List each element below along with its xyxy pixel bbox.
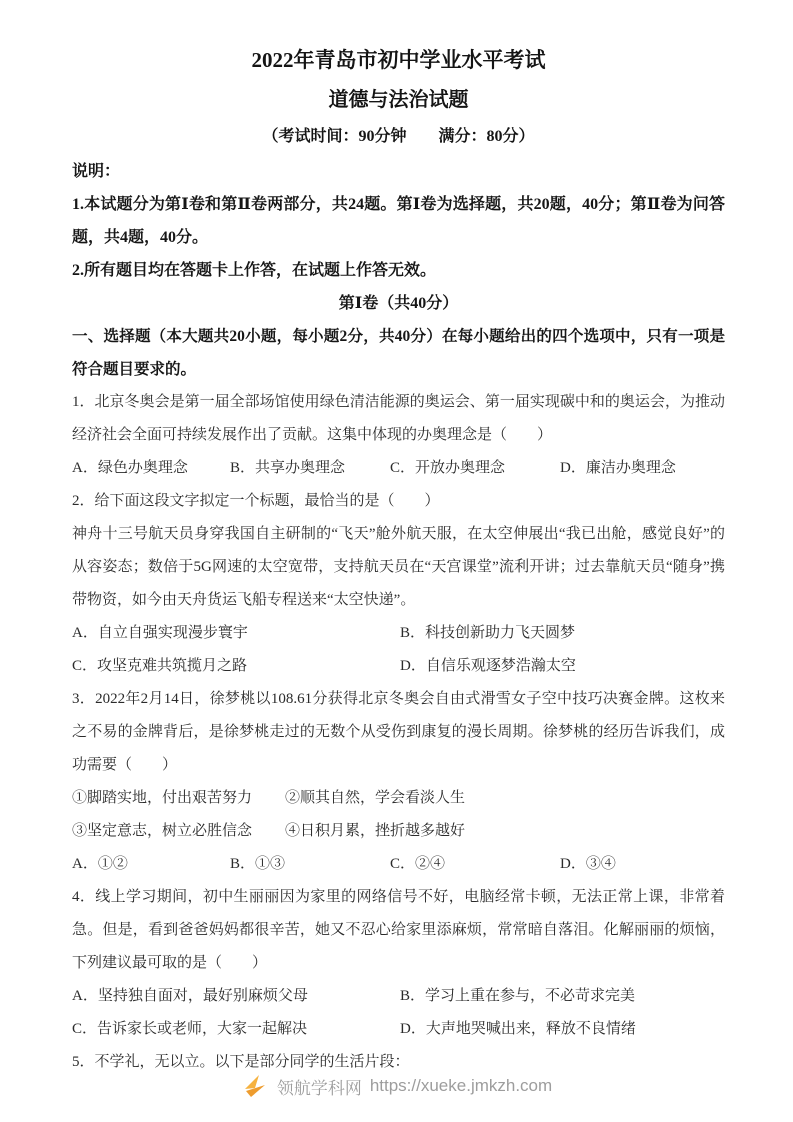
question-3-option-b: B．①③ [230, 856, 286, 872]
instruction-item-2: 2.所有题目均在答题卡上作答，在试题上作答无效。 [72, 262, 437, 279]
question-3-option-c: C．②④ [390, 856, 446, 872]
part-title: 第Ⅰ卷（共40分） [338, 295, 459, 312]
question-3-stem: 3．2022年2月14日，徐梦桃以108.61分获得北京冬奥会自由式滑雪女子空中技巧决赛金牌。这枚来之不易的金牌背后，是徐梦桃走过的无数个从受伤到康复的漫长周期。徐梦桃的经历告诉我们，成功需要（ ） [72, 691, 725, 773]
page-title: 2022年青岛市初中学业水平考试 [251, 48, 546, 72]
footer-site-name: 领航学科网 [276, 1078, 362, 1098]
footer-watermark [0, 1072, 793, 1100]
question-3-option-d: D．③④ [560, 856, 616, 872]
question-3-statement-3: ③坚定意志，树立必胜信念 [72, 823, 253, 839]
question-1-option-a: A．绿色办奥理念 [72, 460, 188, 476]
question-1-stem: 1．北京冬奥会是第一届全部场馆使用绿色清洁能源的奥运会、第一届实现碳中和的奥运会，为推动经济社会全面可持续发展作出了贡献。这集中体现的办奥理念是（ ） [72, 394, 725, 443]
question-4-options [72, 980, 725, 1046]
question-2 [72, 485, 725, 683]
question-3 [72, 683, 725, 881]
question-2-option-a: A．自立自强实现漫步寰宇 [72, 625, 248, 641]
question-3-statement-4: ④日积月累，挫折越多越好 [285, 823, 466, 839]
exam-info: （考试时间：90分钟 满分：80分） [262, 128, 535, 145]
instructions-label: 说明： [72, 163, 121, 180]
question-1-option-b: B．共享办奥理念 [230, 460, 346, 476]
question-3-options [72, 848, 725, 881]
question-3-statement-1: ①脚踏实地，付出艰苦努力 [72, 790, 253, 806]
instructions-block [72, 155, 725, 287]
question-2-passage: 神舟十三号航天员身穿我国自主研制的“飞天”舱外航天服，在太空伸展出“我已出舱，感觉良好”的从容姿态；数倍于5G网速的太空宽带，支持航天员在“天宫课堂”流利开讲；过去靠航天员“随身”携带物资，如今由天舟货运飞船专程送来“太空快递”。 [72, 526, 725, 608]
question-4-option-b: B．学习上重在参与，不必苛求完美 [400, 988, 636, 1004]
question-2-option-b: B．科技创新助力飞天圆梦 [400, 625, 576, 641]
question-3-option-a: A．①② [72, 856, 128, 872]
section-heading: 一、选择题（本大题共20小题，每小题2分，共40分）在每小题给出的四个选项中，只有一项是符合题目要求的。 [72, 328, 725, 378]
site-logo-icon [241, 1072, 269, 1100]
question-2-option-d: D．自信乐观逐梦浩瀚太空 [400, 658, 576, 674]
footer-url: https://xueke.jmkzh.com [369, 1076, 553, 1095]
instruction-item-1: 1.本试题分为第Ⅰ卷和第Ⅱ卷两部分，共24题。第Ⅰ卷为选择题，共20题，40分；第Ⅱ卷为问答题，共4题，40分。 [72, 196, 725, 246]
question-4-stem: 4．线上学习期间，初中生丽丽因为家里的网络信号不好，电脑经常卡顿，无法正常上课，非常着急。但是，看到爸爸妈妈都很辛苦，她又不忍心给家里添麻烦，常常暗自落泪。化解丽丽的烦恼，下列建议最可取的是（ ） [72, 889, 725, 971]
question-2-stem: 2．给下面这段文字拟定一个标题，最恰当的是（ ） [72, 493, 440, 509]
question-3-statement-2: ②顺其自然，学会看淡人生 [285, 790, 466, 806]
question-4-option-d: D．大声地哭喊出来，释放不良情绪 [400, 1021, 636, 1037]
question-2-options [72, 617, 725, 683]
question-4-option-a: A．坚持独自面对，最好别麻烦父母 [72, 988, 308, 1004]
question-1 [72, 386, 725, 485]
question-4 [72, 881, 725, 1046]
question-3-statements [72, 782, 725, 848]
question-2-option-c: C．攻坚克难共筑揽月之路 [72, 658, 248, 674]
question-1-option-d: D．廉洁办奥理念 [560, 460, 676, 476]
question-1-options [72, 452, 725, 485]
question-5-stem: 5．不学礼，无以立。以下是部分同学的生活片段： [72, 1054, 410, 1070]
question-1-option-c: C．开放办奥理念 [390, 460, 506, 476]
page-subtitle: 道德与法治试题 [328, 89, 469, 111]
question-4-option-c: C．告诉家长或老师，大家一起解决 [72, 1021, 308, 1037]
